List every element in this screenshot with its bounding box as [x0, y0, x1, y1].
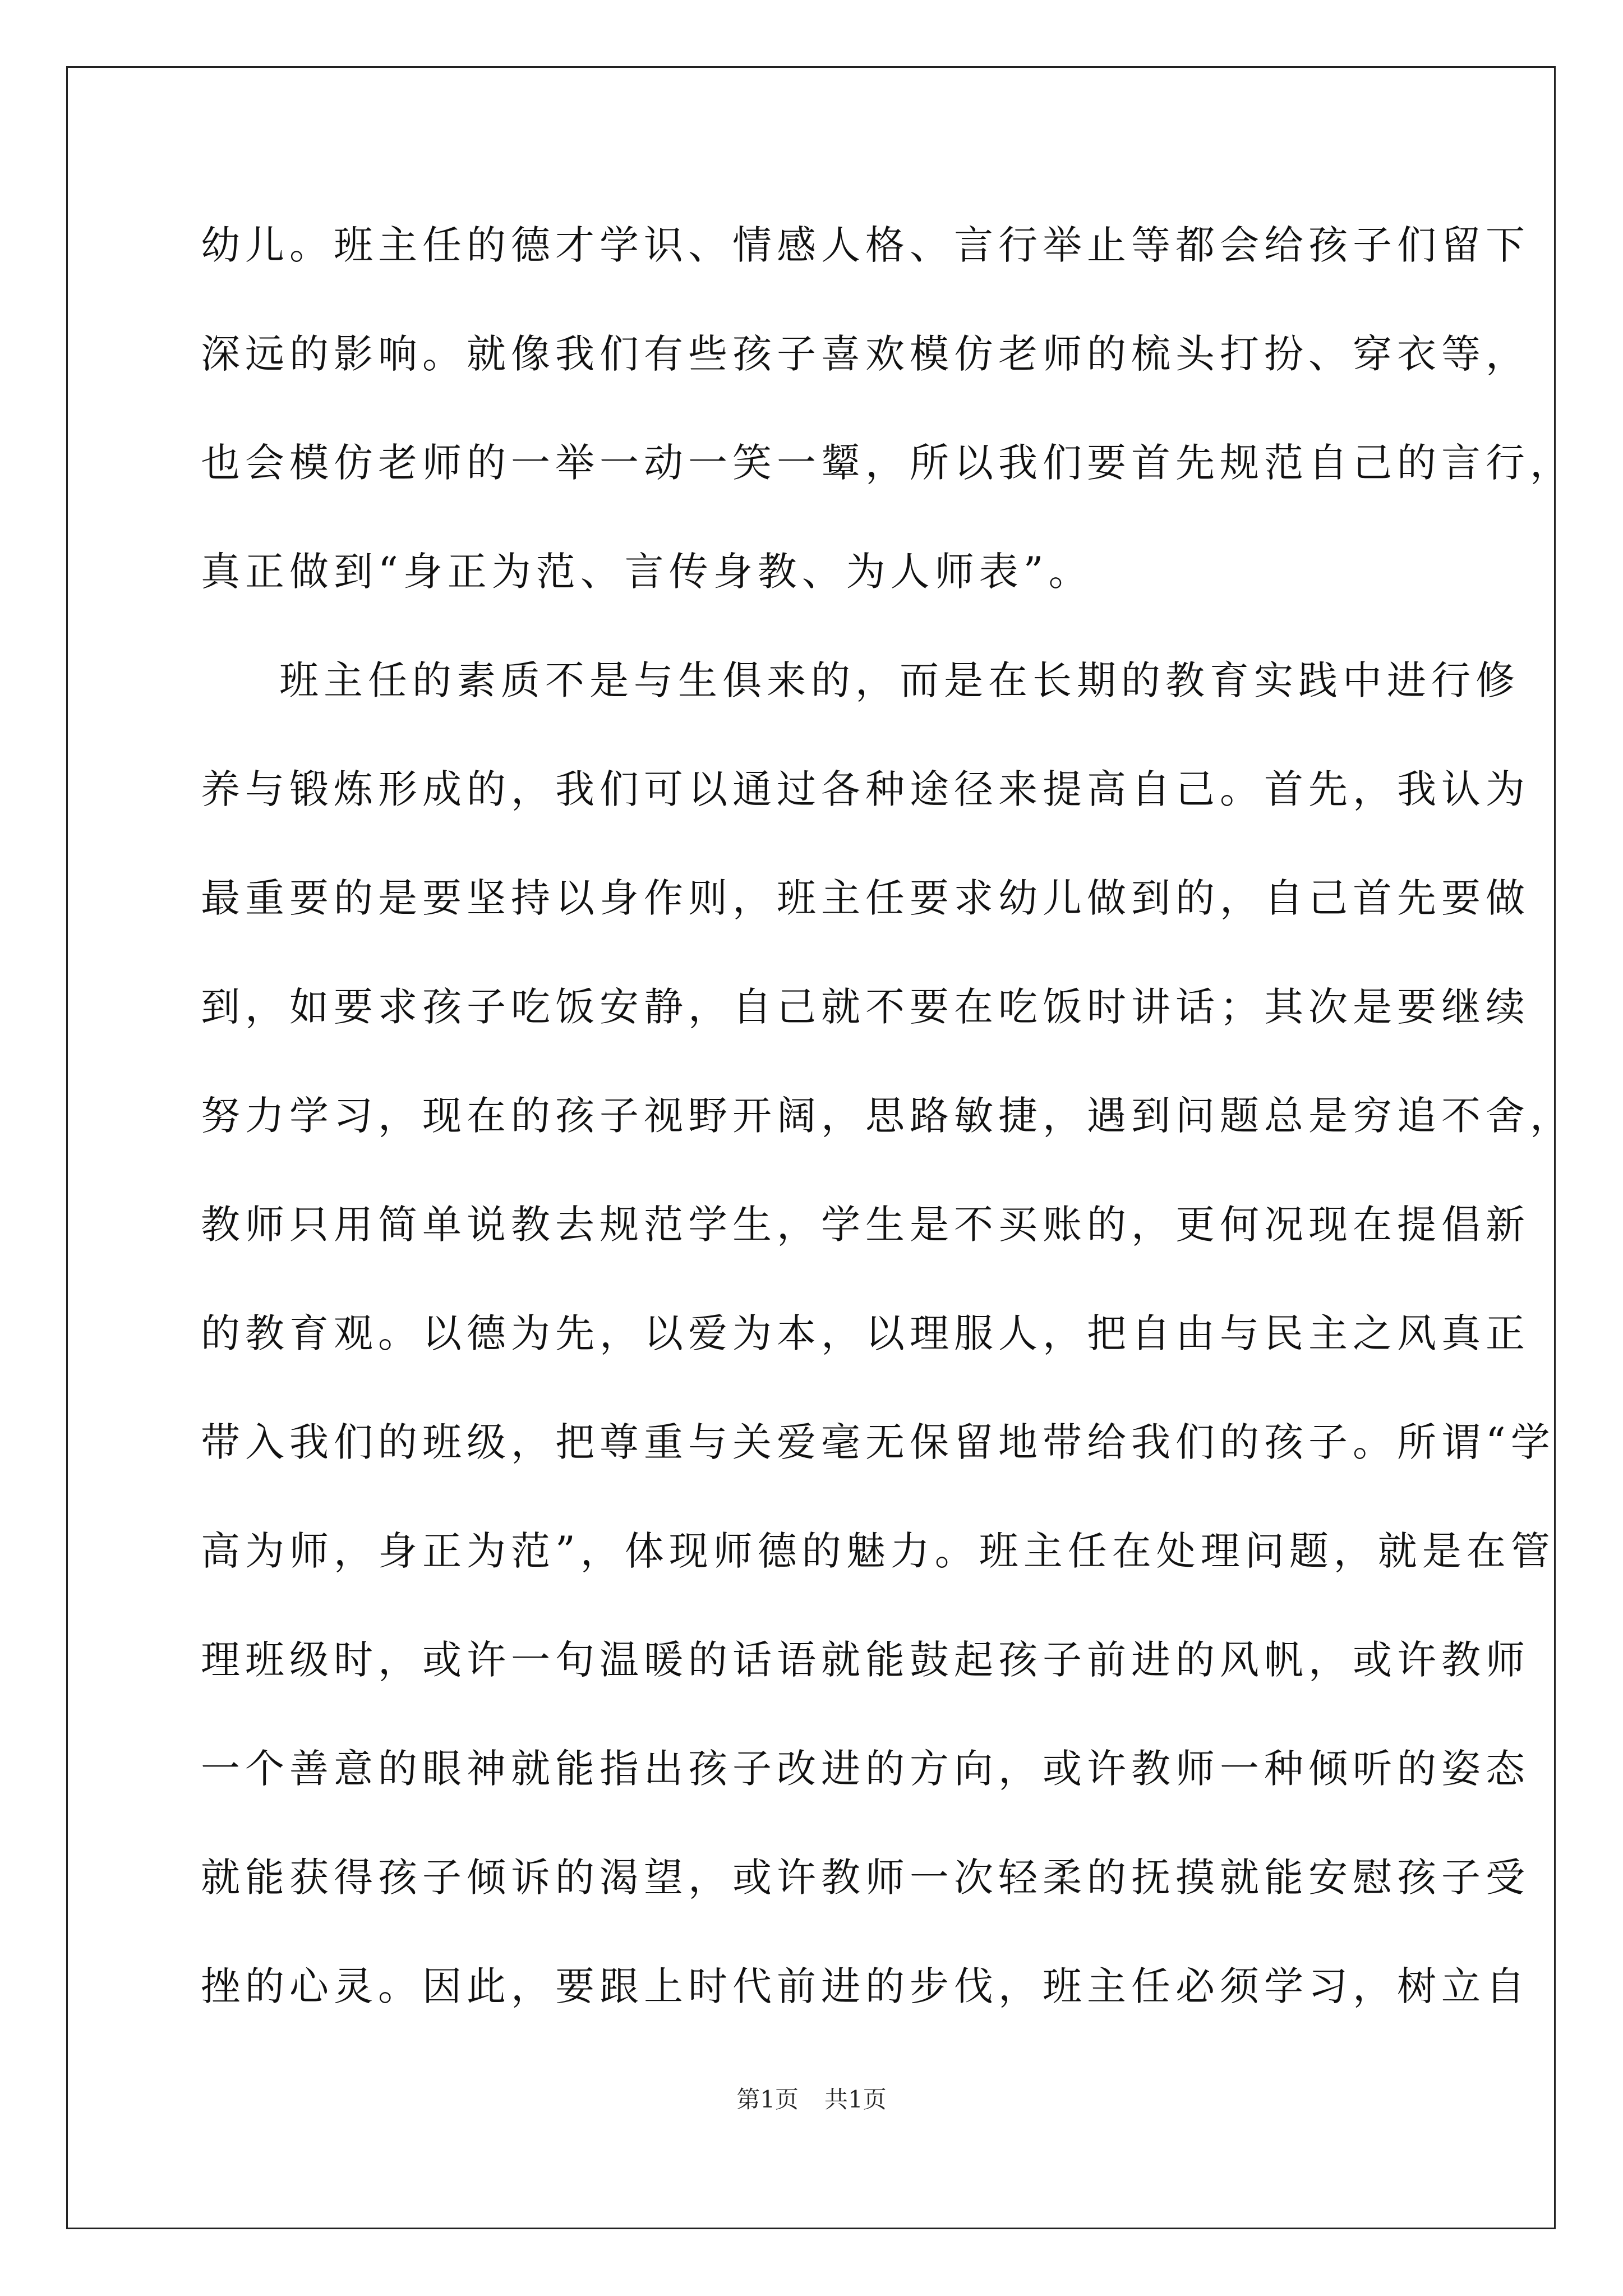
text-line: 幼儿。班主任的德才学识、情感人格、言行举止等都会给孩子们留下	[201, 222, 1530, 268]
page-total: 共1页	[824, 2086, 887, 2113]
document-body	[201, 191, 1574, 2041]
text-line: 挫的心灵。因此，要跟上时代前进的步伐，班主任必须学习，树立自	[201, 1963, 1530, 2009]
text-line: 一个善意的眼神就能指出孩子改进的方向，或许教师一种倾听的姿态	[201, 1746, 1530, 1792]
text-line: 深远的影响。就像我们有些孩子喜欢模仿老师的梳头打扮、穿衣等，	[201, 331, 1530, 377]
text-line: 班主任的素质不是与生俱来的，而是在长期的教育实践中进行修	[279, 657, 1520, 703]
text-line: 努力学习，现在的孩子视野开阔，思路敏捷，遇到问题总是穷追不舍，	[201, 1093, 1574, 1139]
text-line: 教师只用简单说教去规范学生，学生是不买账的，更何况现在提倡新	[201, 1202, 1530, 1248]
text-line: 到，如要求孩子吃饭安静，自己就不要在吃饭时讲话；其次是要继续	[201, 984, 1530, 1030]
text-line: 真正做到“身正为范、言传身教、为人师表”。	[201, 549, 1093, 595]
text-line: 就能获得孩子倾诉的渴望，或许教师一次轻柔的抚摸就能安慰孩子受	[201, 1855, 1530, 1901]
page-number: 第1页	[736, 2086, 799, 2113]
text-line: 也会模仿老师的一举一动一笑一颦，所以我们要首先规范自己的言行，	[201, 440, 1574, 486]
text-line: 最重要的是要坚持以身作则，班主任要求幼儿做到的，自己首先要做	[201, 875, 1530, 921]
text-line: 养与锻炼形成的，我们可以通过各种途径来提高自己。首先，我认为	[201, 766, 1530, 812]
text-line: 理班级时，或许一句温暖的话语就能鼓起孩子前进的风帆，或许教师	[201, 1637, 1530, 1683]
text-line: 高为师，身正为范”，体现师德的魅力。班主任在处理问题，就是在管	[201, 1528, 1555, 1574]
text-line: 的教育观。以德为先，以爱为本，以理服人，把自由与民主之风真正	[201, 1310, 1530, 1356]
text-line: 带入我们的班级，把尊重与关爱毫无保留地带给我们的孩子。所谓“学	[201, 1419, 1555, 1465]
page-footer	[0, 2083, 1623, 2116]
